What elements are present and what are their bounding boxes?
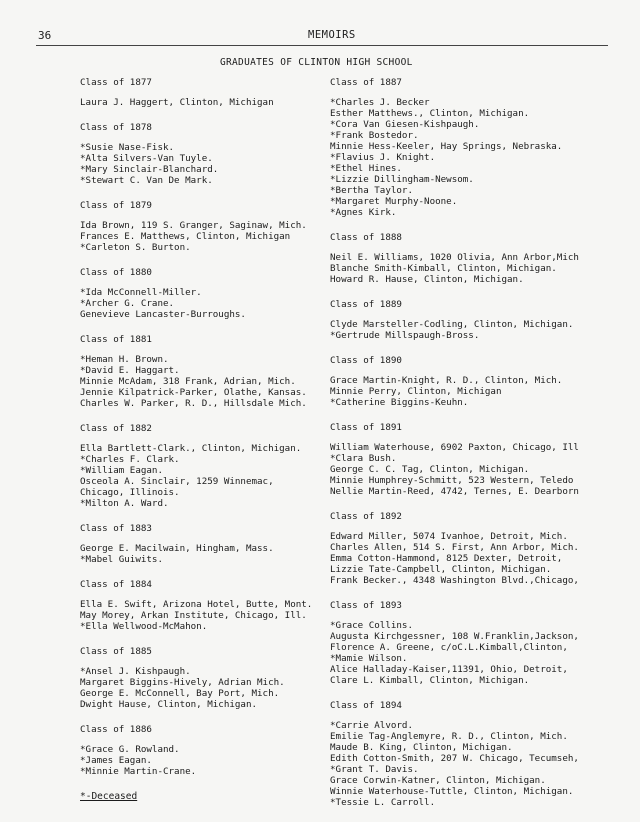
graduate-entry: Alice Halladay-Kaiser,11391, Ohio, Detroit, bbox=[330, 664, 568, 675]
graduate-entry: Augusta Kirchgessner, 108 W.Franklin,Jackson, bbox=[330, 631, 579, 642]
graduate-entry: Frances E. Matthews, Clinton, Michigan bbox=[80, 231, 291, 242]
graduate-entry: *Susie Nase-Fisk. bbox=[80, 142, 175, 153]
graduate-entry: Osceola A. Sinclair, 1259 Winnemac, bbox=[80, 476, 274, 487]
graduate-entry: *Flavius J. Knight. bbox=[330, 152, 436, 163]
graduate-entry: *Ethel Hines. bbox=[330, 163, 402, 174]
graduate-entry: Lizzie Tate-Campbell, Clinton, Michigan. bbox=[330, 564, 552, 575]
graduate-entry: *Gertrude Millspaugh-Bross. bbox=[330, 330, 480, 341]
graduate-entry: *Minnie Martin-Crane. bbox=[80, 766, 197, 777]
graduate-entry: *Clara Bush. bbox=[330, 453, 397, 464]
graduate-entry: Maude B. King, Clinton, Michigan. bbox=[330, 742, 513, 753]
graduate-entry: *Mabel Guiwits. bbox=[80, 554, 163, 565]
class-section bbox=[330, 600, 620, 686]
graduate-entry: *Mamie Wilson. bbox=[330, 653, 408, 664]
graduate-entry: *Agnes Kirk. bbox=[330, 207, 397, 218]
class-section bbox=[80, 200, 335, 253]
graduate-entry: Jennie Kilpatrick-Parker, Olathe, Kansas. bbox=[80, 387, 307, 398]
running-header: MEMOIRS bbox=[308, 29, 356, 41]
graduate-entry: William Waterhouse, 6902 Paxton, Chicago, Ill bbox=[330, 442, 579, 453]
graduate-entry: *Mary Sinclair-Blanchard. bbox=[80, 164, 219, 175]
class-section bbox=[80, 579, 335, 632]
graduate-entry: *Carleton S. Burton. bbox=[80, 242, 191, 253]
class-section bbox=[330, 232, 620, 285]
class-heading: Class of 1878 bbox=[80, 122, 152, 133]
graduate-entry: *Margaret Murphy-Noone. bbox=[330, 196, 458, 207]
class-heading: Class of 1887 bbox=[330, 77, 402, 88]
graduate-entry: Howard R. Hause, Clinton, Michigan. bbox=[330, 274, 524, 285]
class-heading: Class of 1890 bbox=[330, 355, 402, 366]
graduate-entry: Clyde Marsteller-Codling, Clinton, Michigan. bbox=[330, 319, 574, 330]
graduate-entry: May Morey, Arkan Institute, Chicago, Ill. bbox=[80, 610, 307, 621]
class-section bbox=[80, 423, 335, 509]
class-section bbox=[80, 77, 335, 108]
graduate-entry: *Ella Wellwood-McMahon. bbox=[80, 621, 208, 632]
class-heading: Class of 1886 bbox=[80, 724, 152, 735]
graduate-entry: George C. C. Tag, Clinton, Michigan. bbox=[330, 464, 530, 475]
graduate-entry: *Frank Bostedor. bbox=[330, 130, 419, 141]
graduate-entry: *Heman H. Brown. bbox=[80, 354, 169, 365]
class-section bbox=[330, 700, 620, 808]
graduate-entry: Blanche Smith-Kimball, Clinton, Michigan. bbox=[330, 263, 557, 274]
header-divider bbox=[36, 45, 608, 46]
class-heading: Class of 1884 bbox=[80, 579, 152, 590]
graduate-entry: Emma Cotton-Hammond, 8125 Dexter, Detroit, bbox=[330, 553, 563, 564]
graduate-entry: *Ansel J. Kishpaugh. bbox=[80, 666, 191, 677]
graduate-entry: Edith Cotton-Smith, 207 W. Chicago, Tecumseh, bbox=[330, 753, 579, 764]
graduate-entry: Charles W. Parker, R. D., Hillsdale Mich. bbox=[80, 398, 307, 409]
graduate-entry: Laura J. Haggert, Clinton, Michigan bbox=[80, 97, 274, 108]
class-heading: Class of 1883 bbox=[80, 523, 152, 534]
graduate-entry: Grace Corwin-Katner, Clinton, Michigan. bbox=[330, 775, 546, 786]
graduate-entry: Minnie Perry, Clinton, Michigan bbox=[330, 386, 502, 397]
graduate-entry: Minnie McAdam, 318 Frank, Adrian, Mich. bbox=[80, 376, 296, 387]
graduate-entry: Clare L. Kimball, Clinton, Michigan. bbox=[330, 675, 530, 686]
graduate-entry: *Milton A. Ward. bbox=[80, 498, 169, 509]
graduate-entry: Charles Allen, 514 S. First, Ann Arbor, Mich. bbox=[330, 542, 579, 553]
graduate-entry: *James Eagan. bbox=[80, 755, 152, 766]
graduate-entry: Grace Martin-Knight, R. D., Clinton, Mich. bbox=[330, 375, 563, 386]
graduate-entry: Emilie Tag-Anglemyre, R. D., Clinton, Mich. bbox=[330, 731, 568, 742]
class-heading: Class of 1882 bbox=[80, 423, 152, 434]
graduate-entry: Ella E. Swift, Arizona Hotel, Butte, Mont. bbox=[80, 599, 313, 610]
class-section bbox=[80, 334, 335, 409]
deceased-footnote: *-Deceased bbox=[80, 791, 138, 802]
class-section bbox=[330, 511, 620, 586]
graduate-entry: *David E. Haggart. bbox=[80, 365, 180, 376]
class-heading: Class of 1879 bbox=[80, 200, 152, 211]
graduate-entry: Ida Brown, 119 S. Granger, Saginaw, Mich. bbox=[80, 220, 307, 231]
class-section bbox=[330, 355, 620, 408]
class-heading: Class of 1885 bbox=[80, 646, 152, 657]
graduate-entry: *Carrie Alvord. bbox=[330, 720, 413, 731]
class-section bbox=[80, 523, 335, 565]
graduate-entry: *Catherine Biggins-Keuhn. bbox=[330, 397, 469, 408]
graduate-entry: *Lizzie Dillingham-Newsom. bbox=[330, 174, 474, 185]
graduate-entry: *Grant T. Davis. bbox=[330, 764, 419, 775]
class-heading: Class of 1893 bbox=[330, 600, 402, 611]
class-section bbox=[80, 122, 335, 186]
class-heading: Class of 1877 bbox=[80, 77, 152, 88]
class-heading: Class of 1881 bbox=[80, 334, 152, 345]
graduate-entry: Dwight Hause, Clinton, Michigan. bbox=[80, 699, 258, 710]
class-heading: Class of 1889 bbox=[330, 299, 402, 310]
class-heading: Class of 1892 bbox=[330, 511, 402, 522]
right-column bbox=[330, 77, 620, 822]
class-section bbox=[330, 422, 620, 497]
graduate-entry: *Tessie L. Carroll. bbox=[330, 797, 436, 808]
graduate-entry: Winnie Waterhouse-Tuttle, Clinton, Michigan. bbox=[330, 786, 574, 797]
class-section bbox=[330, 299, 620, 341]
graduate-entry: Frank Becker., 4348 Washington Blvd.,Chicago, bbox=[330, 575, 579, 586]
class-section bbox=[80, 267, 335, 320]
class-heading: Class of 1891 bbox=[330, 422, 402, 433]
graduate-entry: Edward Miller, 5074 Ivanhoe, Detroit, Mich. bbox=[330, 531, 568, 542]
graduate-entry: *Cora Van Giesen-Kishpaugh. bbox=[330, 119, 480, 130]
graduate-entry: *Charles J. Becker bbox=[330, 97, 430, 108]
graduate-entry: Ella Bartlett-Clark., Clinton, Michigan. bbox=[80, 443, 302, 454]
graduate-entry: Minnie Humphrey-Schmitt, 523 Western, Teledo bbox=[330, 475, 574, 486]
class-section bbox=[330, 77, 620, 218]
document-title: GRADUATES OF CLINTON HIGH SCHOOL bbox=[220, 57, 413, 68]
graduate-entry: Neil E. Williams, 1020 Olivia, Ann Arbor,Mich bbox=[330, 252, 579, 263]
class-section bbox=[80, 724, 335, 777]
graduate-entry: Florence A. Greene, c/oC.L.Kimball,Clinton, bbox=[330, 642, 568, 653]
graduate-entry: *Charles F. Clark. bbox=[80, 454, 180, 465]
graduate-entry: *Grace G. Rowland. bbox=[80, 744, 180, 755]
graduate-entry: George E. Macilwain, Hingham, Mass. bbox=[80, 543, 274, 554]
graduate-entry: *Grace Collins. bbox=[330, 620, 413, 631]
graduate-entry: *Alta Silvers-Van Tuyle. bbox=[80, 153, 213, 164]
page-number: 36 bbox=[38, 29, 52, 42]
graduate-entry: Chicago, Illinois. bbox=[80, 487, 180, 498]
class-heading: Class of 1894 bbox=[330, 700, 402, 711]
class-section bbox=[80, 646, 335, 710]
graduate-entry: Minnie Hess-Keeler, Hay Springs, Nebraska. bbox=[330, 141, 563, 152]
graduate-entry: *William Eagan. bbox=[80, 465, 163, 476]
graduate-entry: Margaret Biggins-Hively, Adrian Mich. bbox=[80, 677, 285, 688]
graduate-entry: Nellie Martin-Reed, 4742, Ternes, E. Dearborn bbox=[330, 486, 579, 497]
class-heading: Class of 1888 bbox=[330, 232, 402, 243]
graduate-entry: Genevieve Lancaster-Burroughs. bbox=[80, 309, 246, 320]
graduate-entry: *Ida McConnell-Miller. bbox=[80, 287, 202, 298]
graduate-entry: *Stewart C. Van De Mark. bbox=[80, 175, 213, 186]
graduate-entry: Esther Matthews., Clinton, Michigan. bbox=[330, 108, 530, 119]
class-heading: Class of 1880 bbox=[80, 267, 152, 278]
graduate-entry: *Bertha Taylor. bbox=[330, 185, 413, 196]
graduate-entry: George E. McConnell, Bay Port, Mich. bbox=[80, 688, 280, 699]
left-column bbox=[80, 77, 335, 802]
graduate-entry: *Archer G. Crane. bbox=[80, 298, 175, 309]
